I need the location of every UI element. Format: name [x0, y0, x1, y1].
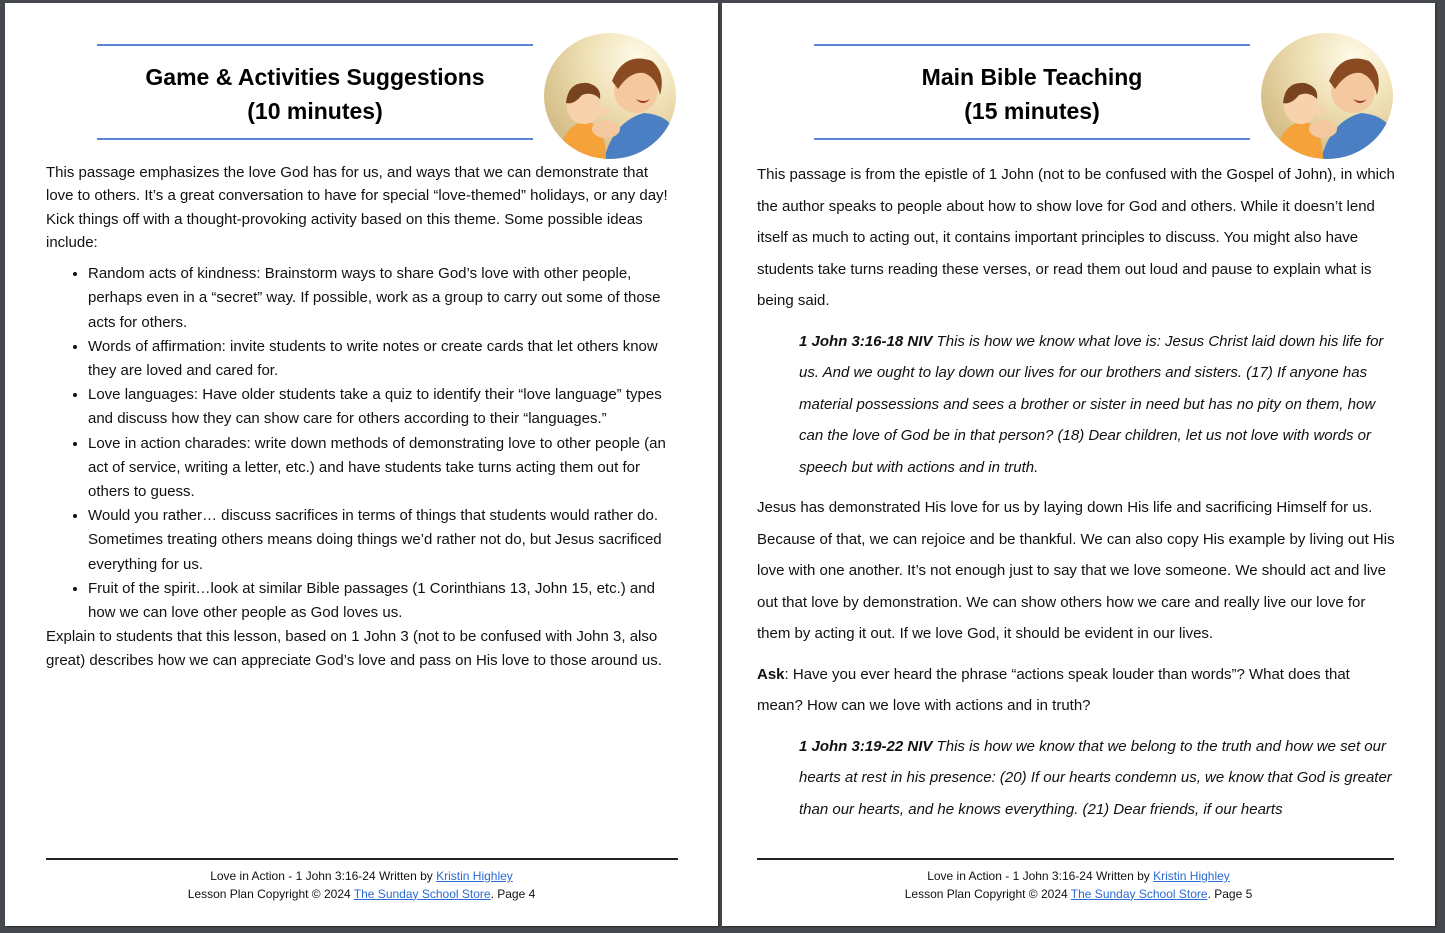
list-item: • Random acts of kindness: Brainstorm ways to share God’s love with other people, perhaps even in a “secret” way. If possible, work as a group to carry out some of those acts for others. [88, 262, 678, 335]
ask-paragraph [757, 659, 1397, 722]
footer-line-1 [5, 868, 718, 886]
footer-divider [46, 858, 678, 860]
section-title [814, 60, 1250, 128]
page-number: . Page 5 [1207, 886, 1253, 901]
ask-question: : Have you ever heard the phrase “actions speak louder than words”? What does that mean? How can we love with actions and in truth? [757, 665, 1350, 714]
footer-line-1 [722, 868, 1435, 886]
footer-lesson-title: Love in Action - 1 John 3:16-24 Written by [927, 869, 1154, 883]
title-line-1: Game & Activities Suggestions [145, 64, 485, 90]
intro-paragraph: This passage is from the epistle of 1 John (not to be confused with the Gospel of John), in which the author speaks to people about how to show love for God and others. While it doesn’t lend itself as much to acting out, it contains important principles to discuss. You might also have students take turns reading these verses, or read them out loud and pause to explain what is being said. [757, 166, 1395, 309]
footer-lesson-title: Love in Action - 1 John 3:16-24 Written by [210, 869, 437, 883]
teaching-content [757, 159, 1397, 834]
page-footer [5, 868, 718, 903]
heading-rule-top [814, 44, 1250, 46]
verse-text: This is how we know what love is: Jesus Christ laid down his life for us. And we ought to lay down our lives for our brothers and sisters. (17) If anyone has material possessions and sees a brother or sister in need but has no pity on them, how can the love of God be in that person? (18) Dear children, let us not love with words or speech but with actions and in truth. [799, 332, 1384, 476]
verse-reference: 1 John 3:19-22 NIV [799, 737, 933, 755]
scripture-quote [757, 731, 1397, 826]
explanation-paragraph: Jesus has demonstrated His love for us by laying down His life and sacrificing Himself for us. Because of that, we can rejoice and be thankful. We can also copy His example by living out His love with one another. It’s not enough just to say that we love someone. We should act and live out that love by demonstration. We can show others how we care and really live our love for them by acting it out. If we love God, it should be evident in our lives. [757, 499, 1395, 642]
list-item: • Would you rather… discuss sacrifices in terms of things that students would rather do. Sometimes treating others means doing things we’d rather not do, but Jesus sacrificed everything for us. [88, 504, 678, 577]
footer-line-2 [722, 886, 1435, 904]
heading-rule-bottom [814, 138, 1250, 140]
verse-text: This is how we know that we belong to the truth and how we set our hearts at rest in his presence: (20) If our hearts condemn us, we know that God is greater than our hearts, and he knows everything. (21) Dear friends, if our hearts [799, 737, 1392, 818]
activities-content [46, 3, 678, 674]
title-line-2: (15 minutes) [964, 98, 1100, 124]
footer-divider [757, 858, 1394, 860]
title-line-2: (10 minutes) [247, 98, 383, 124]
document-page-5 [722, 3, 1435, 926]
author-link[interactable]: Kristin Highley [1153, 869, 1230, 883]
document-page-4 [5, 3, 718, 926]
footer-copyright: Lesson Plan Copyright © 2024 [187, 886, 354, 901]
store-link[interactable]: The Sunday School Store [353, 886, 491, 901]
page-number: . Page 4 [490, 886, 536, 901]
parent-child-illustration [1261, 33, 1393, 159]
title-line-1: Main Bible Teaching [921, 64, 1143, 90]
store-link[interactable]: The Sunday School Store [1070, 886, 1208, 901]
list-item: • Words of affirmation: invite students to write notes or create cards that let others know they are loved and cared for. [88, 335, 678, 383]
list-item: • Fruit of the spirit…look at similar Bible passages (1 Corinthians 13, John 15, etc.) and how we can love other people as God loves us. [88, 577, 678, 625]
page-footer [722, 868, 1435, 903]
ask-label: Ask [757, 665, 785, 683]
author-link[interactable]: Kristin Highley [436, 869, 513, 883]
list-item: • Love in action charades: write down methods of demonstrating love to other people (an act of service, writing a letter, etc.) and have students take turns acting them out for others to guess. [88, 432, 678, 505]
footer-line-2 [5, 886, 718, 904]
footer-copyright: Lesson Plan Copyright © 2024 [904, 886, 1071, 901]
list-item: • Love languages: Have older students take a quiz to identify their “love language” types and discuss how they can show care for others according to their “languages.” [88, 383, 678, 431]
intro-paragraph: This passage emphasizes the love God has for us, and ways that we can demonstrate that love to others. It’s a great conversation to have for special “love-themed” holidays, or any day! Kick things off with a thought-provoking activity based on this theme. Some possible ideas include: [46, 164, 668, 251]
activity-list [46, 262, 678, 625]
section-heading [814, 44, 1250, 140]
verse-reference: 1 John 3:16-18 NIV [799, 332, 933, 350]
scripture-quote [757, 326, 1397, 484]
closing-paragraph: Explain to students that this lesson, based on 1 John 3 (not to be confused with John 3, also great) describes how we can appreciate God’s love and pass on His love to those around us. [46, 628, 662, 670]
